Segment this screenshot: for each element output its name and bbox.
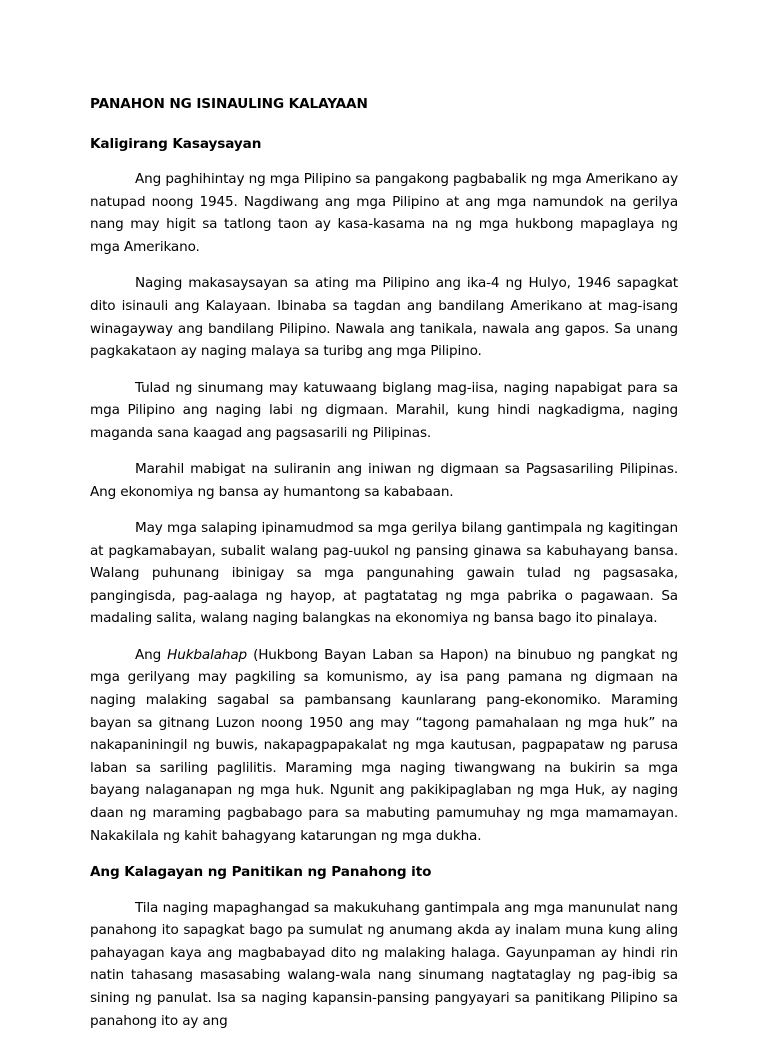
section-heading-kalagayan-ng-panitikan: Ang Kalagayan ng Panitikan ng Panahong ito	[90, 864, 432, 880]
hukbalahap-term: Hukbalahap	[167, 646, 248, 663]
paragraph-6-start: Ang	[135, 646, 168, 663]
paragraph-6	[90, 644, 678, 847]
document-title: PANAHON NG ISINAULING KALAYAAN	[90, 96, 368, 112]
paragraph-2: Naging makasaysayan sa ating ma Pilipino ang ika-4 ng Hulyo, 1946 sapagkat dito isinauli ang Kalayaan. Ibinaba sa tagdan ang bandilang Amerikano at mag-isang winagayway ang bandilang Pilipino. Nawala ang tanikala, nawala ang gapos. Sa unang pagkakataon ay naging malaya sa turibg ang mga Pilipino.	[90, 275, 678, 360]
paragraph-6-rest: (Hukbong Bayan Laban sa Hapon) na binubuo ng pangkat ng mga gerilyang may pagkiling sa komunismo, ay isa pang pamana ng digmaan na naging malaking sagabal sa pambansang kaunlarang pang-ekonomiko. Maraming bayan sa gitnang Luzon noong 1950 ang may “tagong pamahalaan ng mga huk” na nakapaniningil ng buwis, nakapagpapakalat ng mga kautusan, pagpapataw ng parusa laban sa sariling paglilitis. Maraming mga naging tiwangwang na bukirin sa mga bayang nalaganapan ng mga huk. Ngunit ang pakikipaglaban ng mga Huk, ay naging daan ng maraming pagbabago para sa mabuting pamumuhay ng mga mamamayan. Nakakilala ng kahit bahagyang katarungan ng mga dukha.	[90, 646, 678, 844]
paragraph-7: Tila naging mapaghangad sa makukuhang gantimpala ang mga manunulat nang panahong ito sapagkat bago pa sumulat ng anumang akda ay inalam muna kung aling pahayagan kaya ang magbabayad dito ng malaking halaga. Gayunpaman ay hindi rin natin tahasang masasabing walang-wala nang sinumang nagtataglay ng pag-ibig sa sining ng panulat. Isa sa naging kapansin-pansing pangyayari sa panitikang Pilipino sa panahong ito ay ang	[90, 899, 678, 1029]
paragraph-5: May mga salaping ipinamudmod sa mga gerilya bilang gantimpala ng kagitingan at pagkamabayan, subalit walang pag-uukol ng pansing ginawa sa kabuhayang bansa. Walang puhunang ibinigay sa mga pangunahing gawain tulad ng pagsasaka, pangingisda, pag-aalaga ng hayop, at pagtatatag ng mga pabrika o pagawaan. Sa madaling salita, walang naging balangkas na ekonomiya ng bansa bago ito pinalaya.	[90, 520, 678, 627]
section-heading-kaligirang-kasaysayan: Kaligirang Kasaysayan	[90, 135, 262, 152]
document-body	[90, 93, 678, 1046]
paragraph-3: Tulad ng sinumang may katuwaang biglang mag-iisa, naging napabigat para sa mga Pilipino ang naging labi ng digmaan. Marahil, kung hindi nagkadigma, naging maganda sana kaagad ang pagsasarili ng Pilipinas.	[90, 379, 678, 441]
paragraph-1: Ang paghihintay ng mga Pilipino sa pangakong pagbabalik ng mga Amerikano ay natupad noong 1945. Nagdiwang ang mga Pilipino at ang mga namundok na gerilya nang may higit sa tatlong taon ay kasa-kasama na ng mga hukbong mapaglaya ng mga Amerikano.	[90, 171, 678, 255]
paragraph-4: Marahil mabigat na suliranin ang iniwan ng digmaan sa Pagsasariling Pilipinas. Ang ekonomiya ng bansa ay humantong sa kababaan.	[90, 461, 678, 500]
